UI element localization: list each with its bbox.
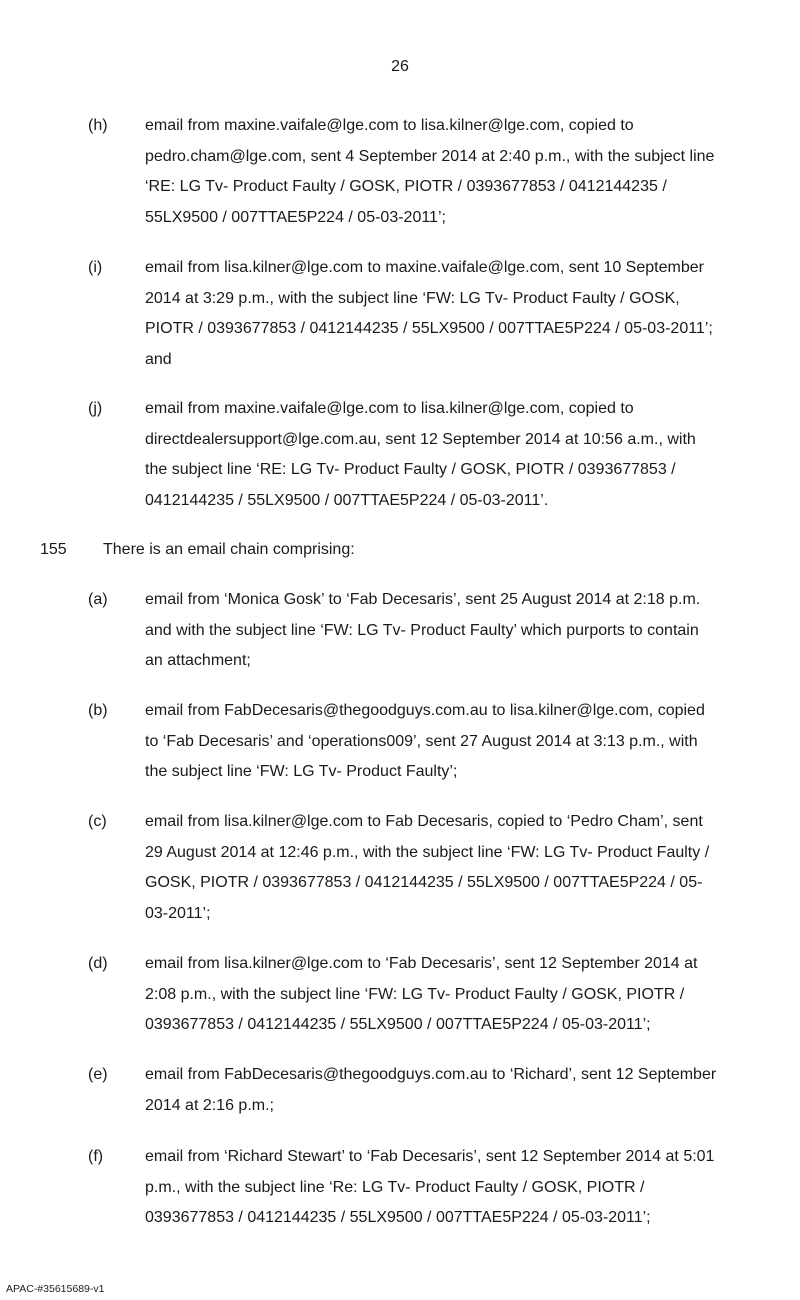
item-text xyxy=(145,807,785,929)
text-line: email from ‘Monica Gosk’ to ‘Fab Decesaris’, sent 25 August 2014 at 2:18 p.m. xyxy=(145,591,701,608)
item-label: (f) xyxy=(88,1148,104,1165)
item-text xyxy=(145,1060,785,1121)
text-line: and with the subject line ‘FW: LG Tv- Product Faulty’ which purports to contain xyxy=(145,621,699,639)
text-line: email from ‘Richard Stewart’ to ‘Fab Decesaris’, sent 12 September 2014 at 5:01 xyxy=(145,1148,715,1165)
text-line: the subject line ‘RE: LG Tv- Product Faulty / GOSK, PIOTR / 0393677853 / xyxy=(145,461,676,478)
paragraph-number: 155 xyxy=(40,541,67,558)
item-label: (e) xyxy=(88,1066,108,1083)
item-text xyxy=(145,1142,785,1234)
item-label: (j) xyxy=(88,400,103,417)
paragraph-text: There is an email chain comprising: xyxy=(103,541,355,558)
page-number: 26 xyxy=(391,58,409,75)
text-line: 29 August 2014 at 12:46 p.m., with the subject line ‘FW: LG Tv- Product Faulty / xyxy=(145,843,710,861)
item-text xyxy=(145,696,785,788)
item-label: (h) xyxy=(88,117,108,134)
text-line: GOSK, PIOTR / 0393677853 / 0412144235 / 55LX9500 / 007TTAE5P224 / 05- xyxy=(145,874,703,891)
text-line: p.m., with the subject line ‘Re: LG Tv- Product Faulty / GOSK, PIOTR / xyxy=(145,1178,645,1196)
text-line: email from FabDecesaris@thegoodguys.com.au to lisa.kilner@lge.com, copied xyxy=(145,702,705,719)
text-line: 0393677853 / 0412144235 / 55LX9500 / 007TTAE5P224 / 05-03-2011’; xyxy=(145,1016,651,1033)
text-line: 0412144235 / 55LX9500 / 007TTAE5P224 / 05-03-2011’. xyxy=(145,491,549,509)
text-line: 2014 at 3:29 p.m., with the subject line ‘FW: LG Tv- Product Faulty / GOSK, xyxy=(145,289,680,307)
text-line: and xyxy=(145,350,172,368)
item-text xyxy=(145,111,785,233)
text-line: 2:08 p.m., with the subject line ‘FW: LG Tv- Product Faulty / GOSK, PIOTR / xyxy=(145,985,685,1003)
text-line: the subject line ‘FW: LG Tv- Product Faulty’; xyxy=(145,763,458,780)
document-footer-id: APAC-#35615689-v1 xyxy=(6,1283,105,1295)
text-line: email from FabDecesaris@thegoodguys.com.au to ‘Richard’, sent 12 September xyxy=(145,1066,717,1083)
item-label: (b) xyxy=(88,702,108,719)
text-line: 2014 at 2:16 p.m.; xyxy=(145,1096,274,1114)
item-label: (c) xyxy=(88,813,107,830)
text-line: email from maxine.vaifale@lge.com to lisa.kilner@lge.com, copied to xyxy=(145,400,634,417)
text-line: email from lisa.kilner@lge.com to Fab Decesaris, copied to ‘Pedro Cham’, sent xyxy=(145,813,703,830)
text-line: pedro.cham@lge.com, sent 4 September 2014 at 2:40 p.m., with the subject line xyxy=(145,147,715,165)
text-line: to ‘Fab Decesaris’ and ‘operations009’, sent 27 August 2014 at 3:13 p.m., with xyxy=(145,732,698,750)
text-line: PIOTR / 0393677853 / 0412144235 / 55LX9500 / 007TTAE5P224 / 05-03-2011’; xyxy=(145,320,713,337)
text-line: directdealersupport@lge.com.au, sent 12 September 2014 at 10:56 a.m., with xyxy=(145,430,696,448)
item-text xyxy=(145,949,785,1041)
text-line: email from lisa.kilner@lge.com to maxine.vaifale@lge.com, sent 10 September xyxy=(145,259,704,276)
text-line: email from maxine.vaifale@lge.com to lisa.kilner@lge.com, copied to xyxy=(145,117,634,134)
text-line: 0393677853 / 0412144235 / 55LX9500 / 007TTAE5P224 / 05-03-2011’; xyxy=(145,1209,651,1226)
item-text xyxy=(145,585,785,677)
item-text xyxy=(145,394,785,516)
text-line: 55LX9500 / 007TTAE5P224 / 05-03-2011’; xyxy=(145,208,446,226)
text-line: an attachment; xyxy=(145,652,251,669)
item-text xyxy=(145,253,785,375)
text-line: email from lisa.kilner@lge.com to ‘Fab Decesaris’, sent 12 September 2014 at xyxy=(145,955,698,972)
item-label: (d) xyxy=(88,955,108,972)
item-label: (a) xyxy=(88,591,108,608)
text-line: 03-2011’; xyxy=(145,904,211,922)
item-label: (i) xyxy=(88,259,103,276)
text-line: ‘RE: LG Tv- Product Faulty / GOSK, PIOTR / 0393677853 / 0412144235 / xyxy=(145,178,667,195)
